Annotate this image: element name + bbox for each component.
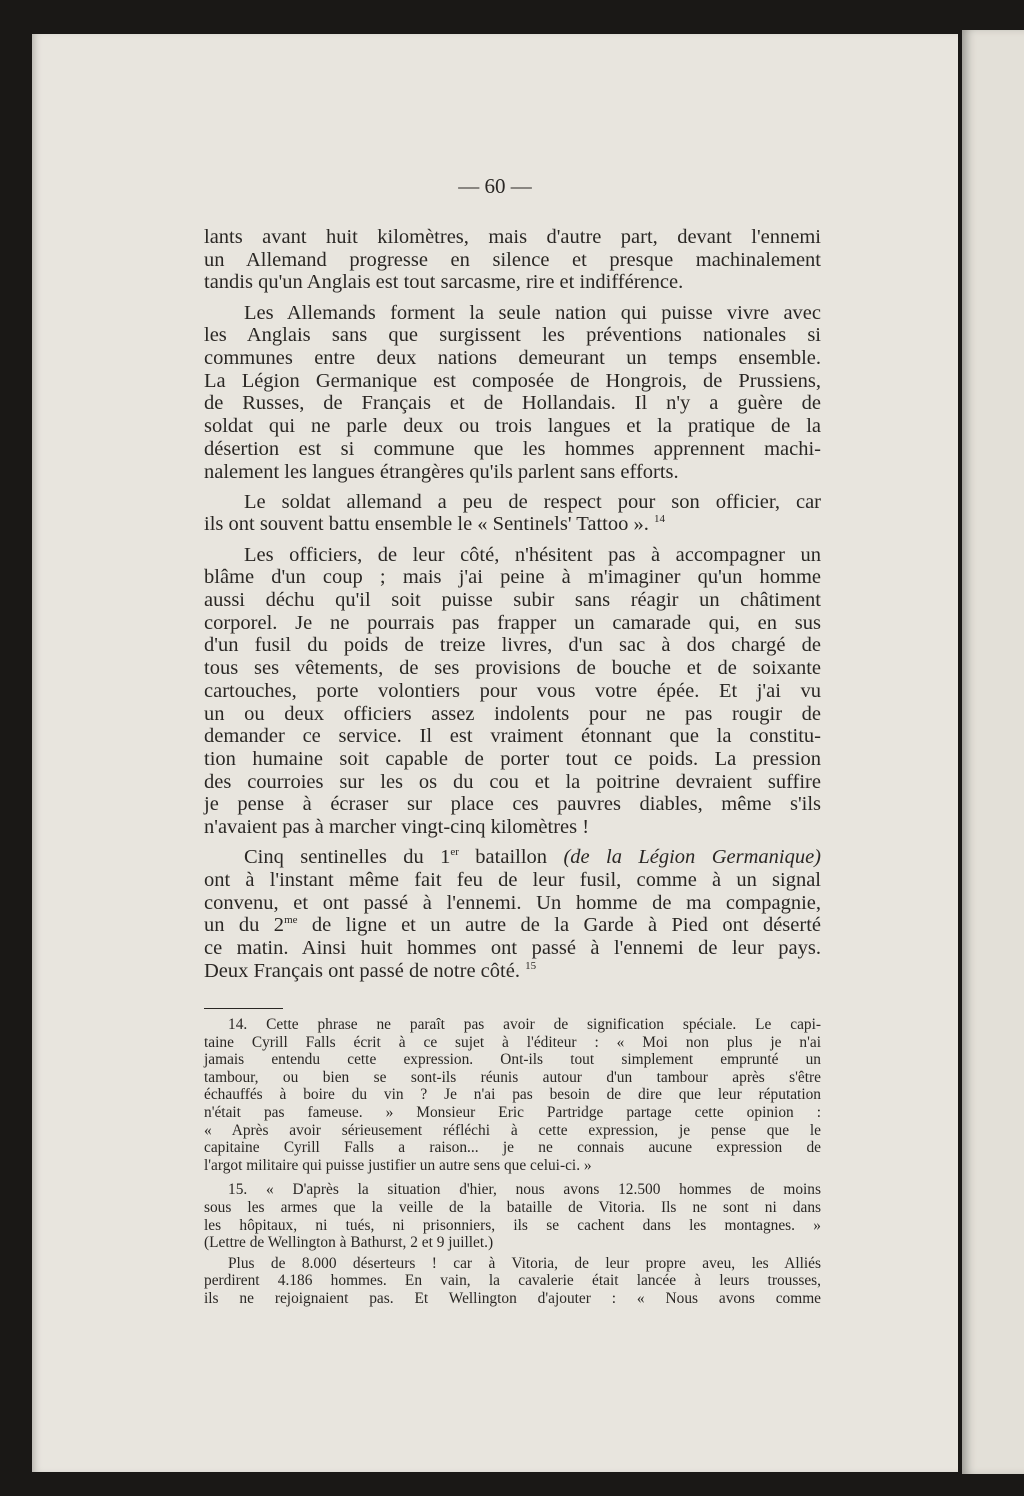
text-line: cartouches, porte volontiers pour vous votre épée. Et j'ai vu: [204, 679, 821, 702]
text-line: [204, 960, 821, 983]
text-line: [204, 846, 821, 869]
footnote: [204, 1255, 821, 1308]
text-line: ont à l'instant même fait feu de leur fusil, comme à un signal: [204, 868, 821, 891]
footnote-rule: [204, 1008, 283, 1009]
text-line: corporel. Je ne pourrais pas frapper un camarade qui, en sus: [204, 611, 821, 634]
text-line: échauffés à boire du vin ? Je n'ai pas besoin de dire que leur réputation: [204, 1086, 821, 1104]
text-line: aussi déchu qu'il soit puisse subir sans réagir un châtiment: [204, 589, 821, 612]
text-line: tambour, ou bien se sont-ils réunis autour d'un tambour après s'être: [204, 1068, 821, 1086]
text-line: jamais entendu cette expression. Ont-ils tout simplement emprunté un: [204, 1051, 821, 1069]
text-line: 14. Cette phrase ne paraît pas avoir de signification spéciale. Le capi-: [228, 1016, 821, 1033]
text-line: l'argot militaire qui puisse justifier un autre sens que celui-ci. »: [204, 1156, 592, 1174]
text-line: sous les armes que la veille de la bataille de Vitoria. Ils ne sont ni dans: [204, 1198, 821, 1216]
text-line: [204, 513, 821, 536]
text-line: capitaine Cyrill Falls a raison... je ne connais aucune expression de: [204, 1139, 821, 1157]
text-line: les Anglais sans que surgissent les préventions nationales si: [204, 324, 821, 347]
text-line: taine Cyrill Falls écrit à ce sujet à l'éditeur : « Moi non plus je n'ai: [204, 1033, 821, 1051]
text-line: soldat qui ne parle deux ou trois langues et la pratique de la: [204, 415, 821, 438]
text-line: Les Allemands forment la seule nation qui puisse vivre avec: [244, 301, 821, 324]
text-run: ils ont souvent battu ensemble le « Sentinels' Tattoo ».: [204, 513, 654, 536]
text-line: (Lettre de Wellington à Bathurst, 2 et 9 juillet.): [204, 1234, 494, 1252]
text-line: Plus de 8.000 déserteurs ! car à Vitoria, de leur propre aveu, les Alliés: [228, 1254, 821, 1272]
text-line: un Allemand progresse en silence et presque machinalement: [204, 248, 821, 271]
text-line: des courroies sur les os du cou et la poitrine devraient suffire: [204, 770, 821, 793]
text-line: je pense à écraser sur place ces pauvres diables, même s'ils: [204, 793, 821, 816]
text-line: ce matin. Ainsi huit hommes ont passé à l'ennemi de leur pays.: [204, 937, 821, 960]
text-line: tion humaine soit capable de porter tout ce poids. La pression: [204, 747, 821, 770]
text-run: un du 2: [204, 914, 285, 937]
paragraph: [204, 544, 821, 839]
footnote-reference: 14: [653, 513, 665, 526]
text-line: communes entre deux nations demeurant un temps ensemble.: [204, 347, 821, 370]
ordinal-suffix: me: [284, 914, 298, 927]
text-line: d'un fusil du poids de treize livres, d'un sac à dos chargé de: [204, 634, 821, 657]
text-line: blâme d'un coup ; mais j'ai peine à m'imaginer qu'un homme: [204, 566, 821, 589]
paragraph: [204, 846, 821, 982]
text-line: de Russes, de Français et de Hollandais. Il n'y a guère de: [204, 392, 821, 415]
text-line: Les officiers, de leur côté, n'hésitent pas à accompagner un: [244, 543, 821, 566]
text-line: 15. « D'après la situation d'hier, nous avons 12.500 hommes de moins: [228, 1181, 821, 1199]
text-line: lants avant huit kilomètres, mais d'autre part, devant l'ennemi: [204, 226, 821, 248]
text-line: les hôpitaux, ni tués, ni prisonniers, ils se cachent dans les montagnes. »: [204, 1216, 821, 1234]
text-line: La Légion Germanique est composée de Hongrois, de Prussiens,: [204, 369, 821, 392]
text-run: Cinq sentinelles du 1: [244, 846, 451, 869]
text-line: n'avaient pas à marcher vingt-cinq kilomètres !: [204, 816, 590, 839]
text-line: [204, 914, 821, 937]
paragraph: [204, 491, 821, 536]
text-line: n'était pas fameuse. » Monsieur Eric Partridge partage cette opinion :: [204, 1103, 821, 1121]
text-line: nalement les langues étrangères qu'ils parlent sans efforts.: [204, 460, 679, 483]
paragraph: [204, 302, 821, 484]
body-text: [204, 226, 821, 990]
text-line: ils ne rejoignaient pas. Et Wellington d'ajouter : « Nous avons comme: [204, 1289, 821, 1307]
paragraph: [204, 226, 821, 294]
footnote: [204, 1016, 821, 1174]
text-line: demander ce service. Il est vraiment étonnant que la constitu-: [204, 725, 821, 748]
italic-text: (de la Légion Germanique): [563, 846, 822, 869]
text-run: Deux Français ont passé de notre côté.: [204, 959, 526, 982]
text-line: perdirent 4.186 hommes. En vain, la cavalerie était lancée à leurs trousses,: [204, 1272, 821, 1290]
text-line: un ou deux officiers assez indolents pour ne pas rougir de: [204, 702, 821, 725]
text-run: de ligne et un autre de la Garde à Pied ont déserté: [297, 914, 821, 937]
text-line: « Après avoir sérieusement réfléchi à cette expression, je pense que le: [204, 1121, 821, 1139]
text-line: tous ses vêtements, de ses provisions de bouche et de soixante: [204, 657, 821, 680]
page-number: — 60 —: [458, 174, 532, 198]
footnotes: [204, 1016, 821, 1315]
text-run: bataillon: [458, 846, 564, 869]
book-page: [32, 34, 958, 1472]
footnote-reference: 15: [525, 959, 537, 972]
ordinal-suffix: er: [450, 846, 459, 859]
footnote: [204, 1181, 821, 1251]
text-line: convenu, et ont passé à l'ennemi. Un homme de ma compagnie,: [204, 891, 821, 914]
text-line: désertion est si commune que les hommes apprennent machi-: [204, 437, 821, 460]
text-line: tandis qu'un Anglais est tout sarcasme, rire et indifférence.: [204, 271, 684, 294]
text-line: Le soldat allemand a peu de respect pour son officier, car: [244, 490, 821, 513]
facing-page-edge: [962, 30, 1024, 1474]
